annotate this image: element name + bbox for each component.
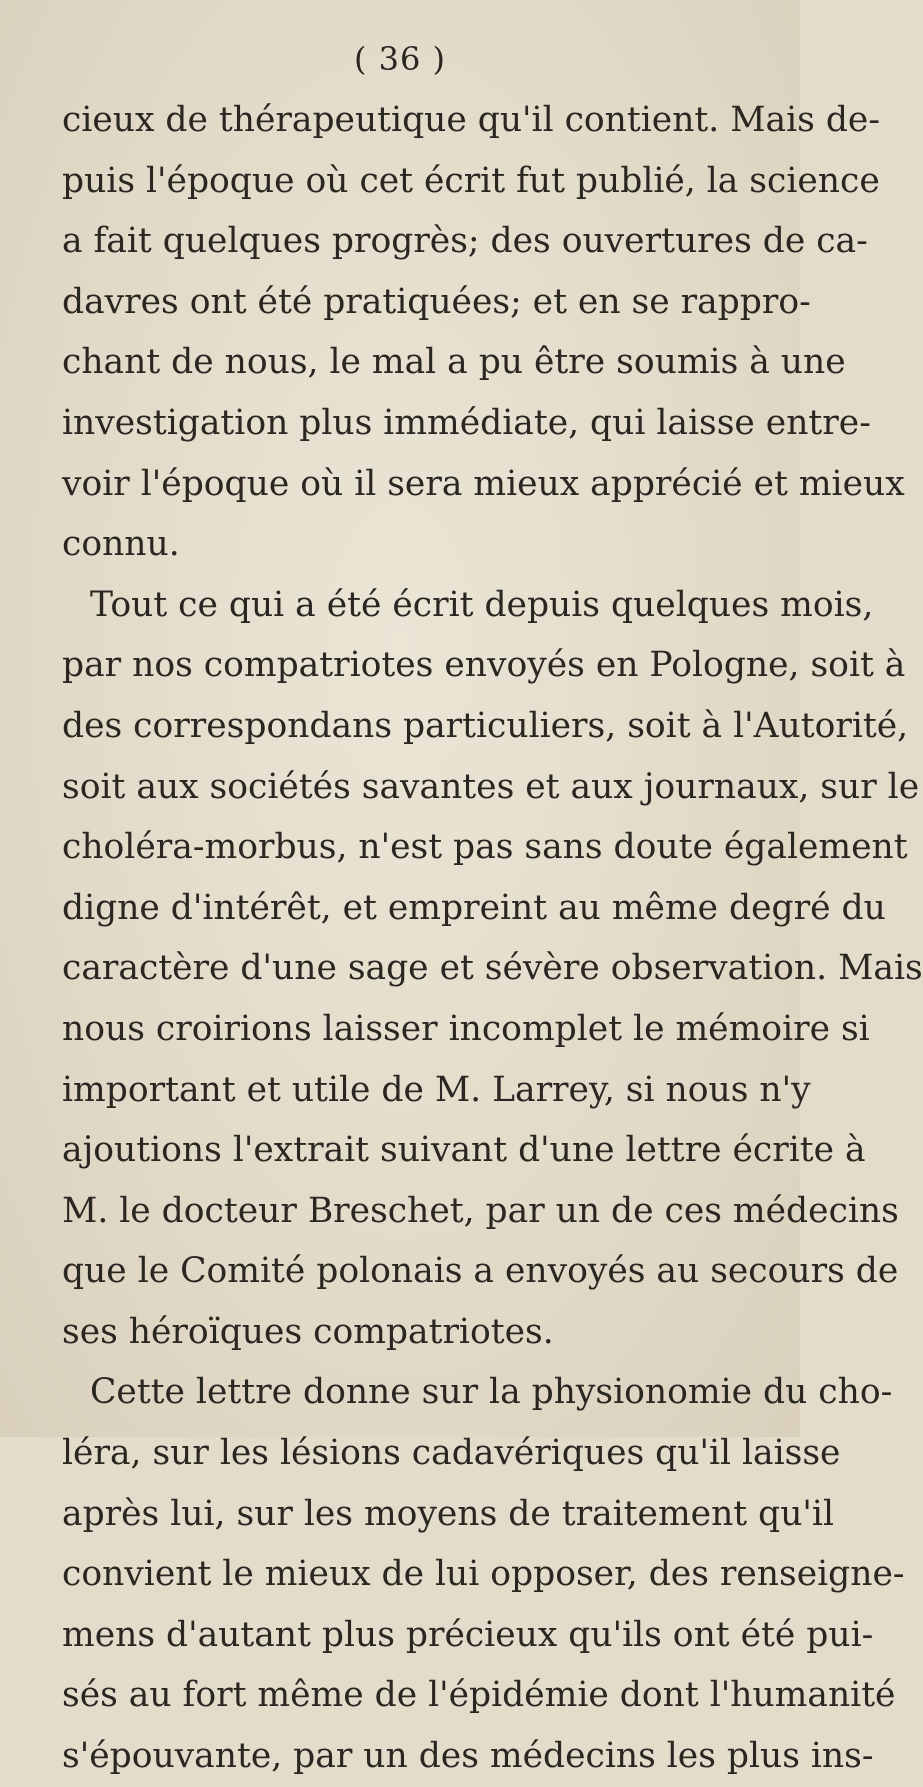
text-line: M. le docteur Breschet, par un de ces médecins — [62, 1190, 899, 1231]
text-line: sés au fort même de l'épidémie dont l'humanité — [62, 1675, 896, 1716]
text-line: nous croirions laisser incomplet le mémoire si — [62, 1008, 870, 1049]
text-line: par nos compatriotes envoyés en Pologne, soit à — [62, 645, 906, 686]
page-number: ( 36 ) — [353, 40, 447, 78]
paragraph-start-line: Cette lettre donne sur la physionomie du cho- — [90, 1372, 893, 1413]
text-line: investigation plus immédiate, qui laisse entre- — [62, 402, 871, 443]
text-line: soit aux sociétés savantes et aux journaux, sur le — [62, 766, 920, 807]
text-line: choléra-morbus, n'est pas sans doute également — [62, 827, 908, 868]
text-line: voir l'époque où il sera mieux apprécié et mieux — [62, 463, 905, 504]
text-line: davres ont été pratiquées; et en se rappro- — [62, 281, 811, 322]
text-line: important et utile de M. Larrey, si nous n'y — [62, 1069, 811, 1110]
text-line: digne d'intérêt, et empreint au même degré du — [62, 887, 886, 928]
text-line: chant de nous, le mal a pu être soumis à une — [62, 342, 846, 383]
text-line: connu. — [62, 524, 180, 565]
text-line: que le Comité polonais a envoyés au secours de — [62, 1251, 899, 1292]
text-line: des correspondans particuliers, soit à l'Autorité, — [62, 705, 909, 746]
text-line: caractère d'une sage et sévère observation. Mais — [62, 948, 923, 989]
text-line: après lui, sur les moyens de traitement qu'il — [62, 1493, 834, 1534]
text-line: mens d'autant plus précieux qu'ils ont été pui- — [62, 1614, 874, 1655]
text-line: convient le mieux de lui opposer, des renseigne- — [62, 1554, 905, 1595]
text-line: puis l'époque où cet écrit fut publié, la science — [62, 160, 880, 201]
body-text — [62, 90, 923, 1787]
text-line: ajoutions l'extrait suivant d'une lettre écrite à — [62, 1130, 866, 1171]
text-line: ses héroïques compatriotes. — [62, 1311, 554, 1352]
paragraph-start-line: Tout ce qui a été écrit depuis quelques mois, — [90, 584, 874, 625]
text-line: cieux de thérapeutique qu'il contient. Mais de- — [62, 100, 880, 140]
text-line: s'épouvante, par un des médecins les plus ins- — [62, 1736, 874, 1777]
text-line: a fait quelques progrès; des ouvertures de ca- — [62, 221, 868, 262]
text-line: léra, sur les lésions cadavériques qu'il laisse — [62, 1433, 841, 1474]
